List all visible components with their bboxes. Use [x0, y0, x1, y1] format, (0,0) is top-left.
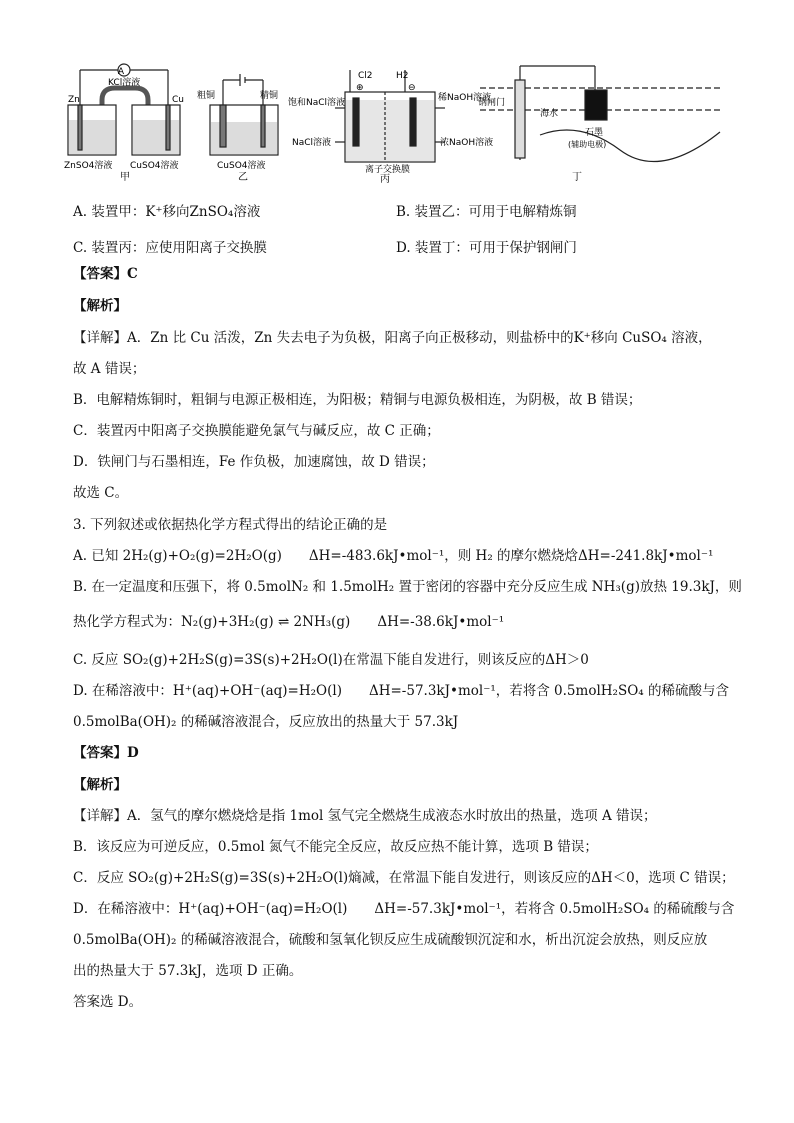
- jia-caption: 甲: [120, 172, 130, 183]
- q3-option-d1: D. 在稀溶液中：H⁺(aq)+OH⁻(aq)=H₂O(l) ΔH=-57.3kJ•mol⁻¹，若将含 0.5molH₂SO₄ 的稀硫酸与含: [73, 683, 729, 699]
- apparatus-figure: [60, 60, 740, 190]
- bing-plus: ⊕: [356, 83, 364, 93]
- ding-gate: 钢闸门: [478, 98, 506, 108]
- ding-aux: (辅助电极): [568, 140, 607, 149]
- yi-pure-copper: 精铜: [260, 91, 279, 101]
- apparatus-yi: [210, 74, 278, 155]
- bing-saturated-nacl: 饱和NaCl溶液: [288, 98, 346, 108]
- q3-option-d2: 0.5molBa(OH)₂ 的稀碱溶液混合，反应放出的热量大于 57.3kJ: [73, 714, 459, 730]
- bing-conc-naoh: 浓NaOH溶液: [440, 138, 494, 148]
- bing-h2: H2: [396, 71, 409, 81]
- q3-option-b1: B. 在一定温度和压强下，将 0.5molN₂ 和 1.5molH₂ 置于密闭的容器中充分反应生成 NH₃(g)放热 19.3kJ，则: [73, 579, 742, 595]
- detail1-line-3: C．装置丙中阳离子交换膜能避免氯气与碱反应，故 C 正确；: [73, 423, 440, 439]
- detail2-line-0: 【详解】A．氢气的摩尔燃烧焓是指 1mol 氢气完全燃烧生成液态水时放出的热量，选项 A 错误；: [73, 808, 657, 824]
- option-a: A. 装置甲：K⁺移向ZnSO₄溶液: [73, 204, 261, 220]
- detail2-line-6: 答案选 D。: [73, 994, 143, 1010]
- detail1-line-2: B．电解精炼铜时，粗铜与电源正极相连，为阳极；精铜与电源负极相连，为阴极，故 B 错误；: [73, 392, 642, 408]
- detail1-line-1: 故 A 错误；: [73, 361, 146, 377]
- detail2-line-2: C．反应 SO₂(g)+2H₂S(g)=3S(s)+2H₂O(l)熵减，在常温下能自发进行，则该反应的ΔH＜0，选项 C 错误；: [73, 870, 735, 886]
- yi-caption: 乙: [238, 172, 248, 183]
- analysis-label-2: 【解析】: [73, 777, 127, 793]
- detail1-line-0: 【详解】A．Zn 比 Cu 活泼，Zn 失去电子为负极，阳离子向正极移动，则盐桥中的K⁺移向 CuSO₄ 溶液，: [73, 330, 712, 346]
- apparatus-bing: [335, 70, 445, 162]
- detail2-line-5: 出的热量大于 57.3kJ，选项 D 正确。: [73, 963, 303, 979]
- yi-solution: CuSO4溶液: [217, 161, 266, 171]
- bing-cl2: Cl2: [358, 71, 373, 81]
- ding-graphite: 石墨: [585, 128, 604, 138]
- analysis-label-1: 【解析】: [73, 298, 127, 314]
- detail1-line-5: 故选 C。: [73, 485, 129, 501]
- jia-left-solution: ZnSO4溶液: [64, 161, 113, 171]
- ding-caption: 丁: [572, 172, 582, 183]
- q3-option-b2: 热化学方程式为：N₂(g)+3H₂(g) ⇌ 2NH₃(g) ΔH=-38.6kJ•mol⁻¹: [73, 614, 505, 630]
- ding-sea: 海水: [540, 109, 559, 119]
- detail1-line-4: D．铁闸门与石墨相连，Fe 作负极，加速腐蚀，故 D 错误；: [73, 454, 435, 470]
- detail2-line-3: D．在稀溶液中：H⁺(aq)+OH⁻(aq)=H₂O(l) ΔH=-57.3kJ•mol⁻¹，若将含 0.5molH₂SO₄ 的稀硫酸与含: [73, 901, 735, 917]
- jia-right-solution: CuSO4溶液: [130, 161, 179, 171]
- option-b: B. 装置乙：可用于电解精炼铜: [396, 204, 577, 220]
- q3-stem: 3. 下列叙述或依据热化学方程式得出的结论正确的是: [73, 517, 388, 533]
- q3-option-a: A. 已知 2H₂(g)+O₂(g)=2H₂O(g) ΔH=-483.6kJ•mol⁻¹，则 H₂ 的摩尔燃烧焓ΔH=-241.8kJ•mol⁻¹: [73, 548, 714, 564]
- q3-option-c: C. 反应 SO₂(g)+2H₂S(g)=3S(s)+2H₂O(l)在常温下能自发进行，则该反应的ΔH＞0: [73, 652, 589, 668]
- jia-zn-label: Zn: [68, 95, 80, 105]
- detail2-line-1: B．该反应为可逆反应，0.5mol 氮气不能完全反应，故反应热不能计算，选项 B 错误；: [73, 839, 598, 855]
- detail2-line-4: 0.5molBa(OH)₂ 的稀碱溶液混合，硫酸和氢氧化钡反应生成硫酸钡沉淀和水，析出沉淀会放热，则反应放: [73, 932, 708, 948]
- bing-dilute-naoh: 稀NaOH溶液: [438, 93, 492, 103]
- answer-1: 【答案】C: [73, 266, 138, 282]
- bing-membrane: 离子交换膜: [365, 165, 411, 175]
- option-d: D. 装置丁：可用于保护钢闸门: [396, 240, 577, 256]
- answer-2: 【答案】D: [73, 745, 139, 761]
- yi-crude-copper: 粗铜: [197, 91, 216, 101]
- jia-bridge-label: KCl溶液: [108, 78, 141, 88]
- option-c: C. 装置丙：应使用阳离子交换膜: [73, 240, 267, 256]
- ammeter-label: A: [117, 67, 125, 77]
- jia-cu-label: Cu: [172, 95, 184, 105]
- bing-nacl-out: NaCl溶液: [292, 138, 332, 148]
- bing-caption: 丙: [380, 174, 390, 185]
- bing-minus: ⊖: [408, 83, 416, 93]
